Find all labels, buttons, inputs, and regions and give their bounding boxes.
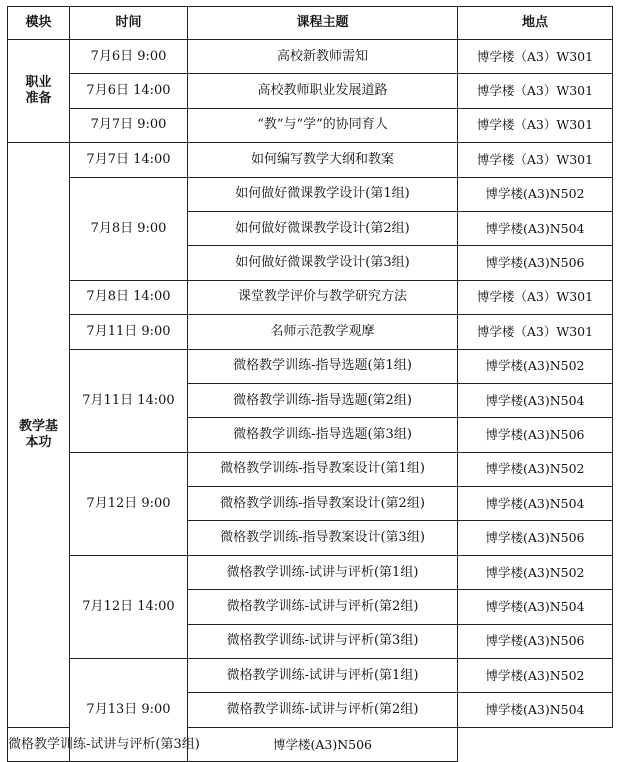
location-cell: 博学楼(A3)N504 <box>458 693 613 727</box>
module-label: 教学基 <box>18 418 58 434</box>
topic-cell: 微格教学训练-试讲与评析(第2组) <box>188 693 458 727</box>
header-row <box>8 7 613 40</box>
header-time: 时间 <box>70 7 188 40</box>
location-cell: 博学楼（A3）W301 <box>458 280 613 314</box>
table-row <box>8 143 613 177</box>
header-topic: 课程主题 <box>188 7 458 40</box>
topic-cell: 高校新教师需知 <box>188 40 458 74</box>
topic-cell: 微格教学训练-指导选题(第3组) <box>188 418 458 452</box>
time-cell: 7月7日 14:00 <box>70 143 188 177</box>
location-cell: 博学楼(A3)N506 <box>458 624 613 658</box>
location-cell: 博学楼(A3)N502 <box>458 177 613 211</box>
topic-cell: 名师示范教学观摩 <box>188 315 458 349</box>
topic-cell: 微格教学训练-指导教案设计(第1组) <box>188 452 458 486</box>
table-row <box>8 74 613 108</box>
schedule-body <box>8 40 613 762</box>
module-label: 本功 <box>25 434 52 450</box>
time-cell: 7月12日 14:00 <box>70 555 188 658</box>
table-row <box>8 40 613 74</box>
time-cell: 7月6日 14:00 <box>70 74 188 108</box>
topic-cell: 微格教学训练-指导选题(第2组) <box>188 383 458 417</box>
header-location: 地点 <box>458 7 613 40</box>
topic-cell: 微格教学训练-试讲与评析(第3组) <box>8 727 70 761</box>
topic-cell: 微格教学训练-试讲与评析(第3组) <box>188 624 458 658</box>
table-row <box>8 315 613 349</box>
time-cell: 7月8日 14:00 <box>70 280 188 314</box>
time-cell: 7月12日 9:00 <box>70 452 188 555</box>
location-cell: 博学楼(A3)N506 <box>458 418 613 452</box>
schedule-table <box>7 6 613 762</box>
location-cell: 博学楼(A3)N502 <box>458 452 613 486</box>
module-cell <box>8 143 70 728</box>
topic-cell: 微格教学训练-指导教案设计(第2组) <box>188 487 458 521</box>
time-cell: 7月6日 9:00 <box>70 40 188 74</box>
topic-cell: 微格教学训练-试讲与评析(第1组) <box>188 659 458 693</box>
location-cell: 博学楼(A3)N506 <box>458 246 613 280</box>
topic-cell: 如何做好微课教学设计(第3组) <box>188 246 458 280</box>
table-row <box>8 659 613 693</box>
location-cell: 博学楼(A3)N504 <box>458 383 613 417</box>
location-cell: 博学楼（A3）W301 <box>458 143 613 177</box>
location-cell: 博学楼(A3)N506 <box>458 521 613 555</box>
topic-cell: 如何做好微课教学设计(第2组) <box>188 211 458 245</box>
topic-cell: 高校教师职业发展道路 <box>188 74 458 108</box>
topic-cell: 课堂教学评价与教学研究方法 <box>188 280 458 314</box>
table-row <box>8 452 613 486</box>
topic-cell: 微格教学训练-试讲与评析(第1组) <box>188 555 458 589</box>
location-cell: 博学楼（A3）W301 <box>458 315 613 349</box>
location-cell: 博学楼(A3)N502 <box>458 659 613 693</box>
topic-cell: 微格教学训练-指导教案设计(第3组) <box>188 521 458 555</box>
location-cell: 博学楼（A3）W301 <box>458 40 613 74</box>
location-cell: 博学楼(A3)N504 <box>458 211 613 245</box>
topic-cell: 微格教学训练-指导选题(第1组) <box>188 349 458 383</box>
module-label: 职业 <box>25 75 52 91</box>
table-row <box>8 349 613 383</box>
location-cell: 博学楼（A3）W301 <box>458 108 613 142</box>
table-row <box>8 108 613 142</box>
table-row <box>8 555 613 589</box>
time-cell: 7月13日 9:00 <box>70 659 188 762</box>
topic-cell: 如何做好微课教学设计(第1组) <box>188 177 458 211</box>
module-label: 准备 <box>25 91 52 107</box>
topic-cell: 微格教学训练-试讲与评析(第2组) <box>188 590 458 624</box>
location-cell: 博学楼(A3)N502 <box>458 349 613 383</box>
location-cell: 博学楼(A3)N502 <box>458 555 613 589</box>
topic-cell: “教”与“学”的协同育人 <box>188 108 458 142</box>
location-cell: 博学楼(A3)N504 <box>458 590 613 624</box>
time-cell: 7月11日 9:00 <box>70 315 188 349</box>
header-module: 模块 <box>8 7 70 40</box>
topic-cell: 如何编写教学大纲和教案 <box>188 143 458 177</box>
location-cell: 博学楼(A3)N504 <box>458 487 613 521</box>
time-cell: 7月8日 9:00 <box>70 177 188 280</box>
module-cell <box>8 40 70 143</box>
table-row <box>8 177 613 211</box>
location-cell: 博学楼(A3)N506 <box>188 727 458 761</box>
time-cell: 7月11日 14:00 <box>70 349 188 452</box>
time-cell: 7月7日 9:00 <box>70 108 188 142</box>
table-row <box>8 280 613 314</box>
location-cell: 博学楼（A3）W301 <box>458 74 613 108</box>
